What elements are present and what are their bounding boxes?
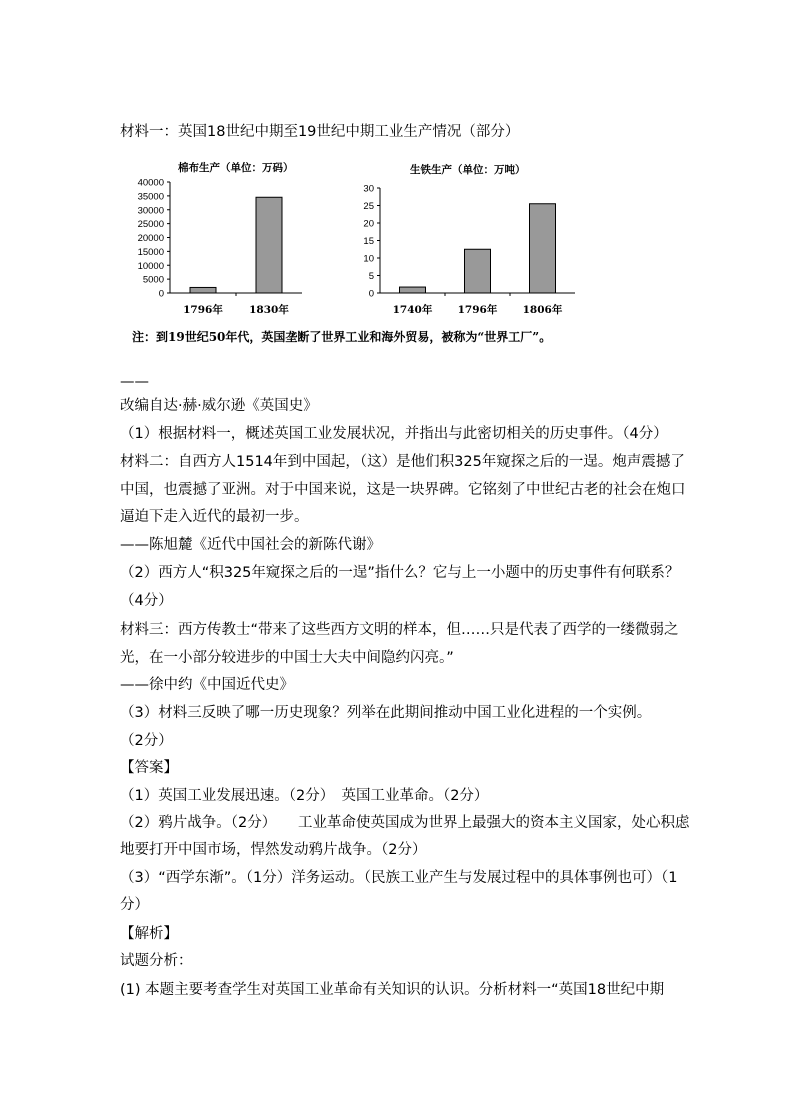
x-category-label: 1796年	[183, 304, 223, 316]
text-line: 改编自达·赫·威尔逊《英国史》	[120, 398, 318, 414]
text-line: 【答案】	[120, 760, 178, 776]
iron-production-chart	[355, 180, 585, 320]
y-tick-label: 30	[363, 183, 374, 195]
bar	[530, 204, 556, 293]
y-tick-label: 40000	[137, 177, 164, 189]
x-category-label: 1830年	[249, 304, 289, 316]
y-tick-label: 10000	[137, 260, 164, 272]
y-tick-label: 15000	[137, 246, 164, 258]
x-category-label: 1740年	[392, 304, 433, 316]
text-line: 中国，也震撼了亚洲。对于中国来说，这是一块界碑。它铭刻了中世纪古老的社会在炮口	[120, 482, 686, 498]
cloth-production-chart	[118, 176, 318, 316]
text-line: （3）“西学东渐”。（1分）洋务运动。（民族工业产生与发展过程中的具体事例也可）（1	[120, 870, 678, 886]
cloth-chart-title: 棉布生产（单位：万码）	[178, 162, 294, 174]
y-tick-label: 0	[158, 288, 164, 300]
text-line: 材料二：自西方人1514年到中国起，（这）是他们积325年窥探之后的一逞。炮声震撼了	[120, 454, 685, 470]
y-tick-label: 30000	[137, 205, 164, 217]
y-tick-label: 20	[363, 218, 374, 230]
text-line: （2）西方人“积325年窥探之后的一逞”指什么？它与上一小题中的历史事件有何联系？	[120, 565, 680, 581]
x-category-label: 1806年	[522, 304, 563, 316]
y-tick-label: 15	[363, 236, 374, 247]
text-line: (1) 本题主要考查学生对英国工业革命有关知识的认识。分析材料一“英国18世纪中期	[120, 982, 665, 998]
y-tick-label: 0	[368, 288, 374, 300]
text-line: 材料三：西方传教士“带来了这些西方文明的样本，但……只是代表了西学的一缕微弱之	[120, 622, 679, 638]
y-tick-label: 5000	[142, 274, 164, 286]
text-line: ——	[120, 374, 149, 390]
text-line: ——陈旭麓《近代中国社会的新陈代谢》	[120, 537, 381, 553]
text-line: 试题分析：	[120, 953, 193, 969]
text-line: （4分）	[120, 593, 173, 609]
text-line: 分）	[120, 897, 149, 913]
y-tick-label: 5	[368, 271, 374, 282]
bar	[256, 197, 282, 293]
bar	[400, 287, 426, 293]
y-tick-label: 20000	[137, 233, 164, 244]
text-line: 光，在一小部分较进步的中国士大夫中间隐约闪亮。”	[120, 650, 454, 666]
bar	[465, 249, 491, 293]
text-line: （1）根据材料一，概述英国工业发展状况，并指出与此密切相关的历史事件。（4分）	[120, 426, 668, 442]
text-line: ——徐中约《中国近代史》	[120, 677, 294, 693]
material1-heading: 材料一：英国18世纪中期至19世纪中期工业生产情况（部分）	[120, 124, 520, 140]
text-line: （2分）	[120, 733, 173, 749]
y-tick-label: 25000	[137, 219, 164, 231]
y-tick-label: 35000	[137, 191, 164, 203]
x-category-label: 1796年	[457, 304, 498, 316]
y-tick-label: 10	[363, 253, 374, 265]
y-tick-label: 25	[363, 201, 374, 212]
iron-chart-title: 生铁生产（单位：万吨）	[410, 164, 526, 176]
text-line: 【解析】	[120, 926, 178, 942]
bar	[190, 287, 216, 293]
chart-note: 注：到19世纪50年代，英国垄断了世界工业和海外贸易，被称为“世界工厂”。	[132, 330, 552, 344]
text-line: 逼迫下走入近代的最初一步。	[120, 509, 309, 525]
text-line: （1）英国工业发展迅速。（2分） 英国工业革命。（2分）	[120, 788, 489, 804]
text-line: （3）材料三反映了哪一历史现象？列举在此期间推动中国工业化进程的一个实例。	[120, 705, 652, 721]
text-line: 地要打开中国市场，悍然发动鸦片战争。（2分）	[120, 842, 427, 858]
text-line: （2）鸦片战争。（2分） 工业革命使英国成为世界上最强大的资本主义国家，处心积虑	[120, 815, 690, 831]
